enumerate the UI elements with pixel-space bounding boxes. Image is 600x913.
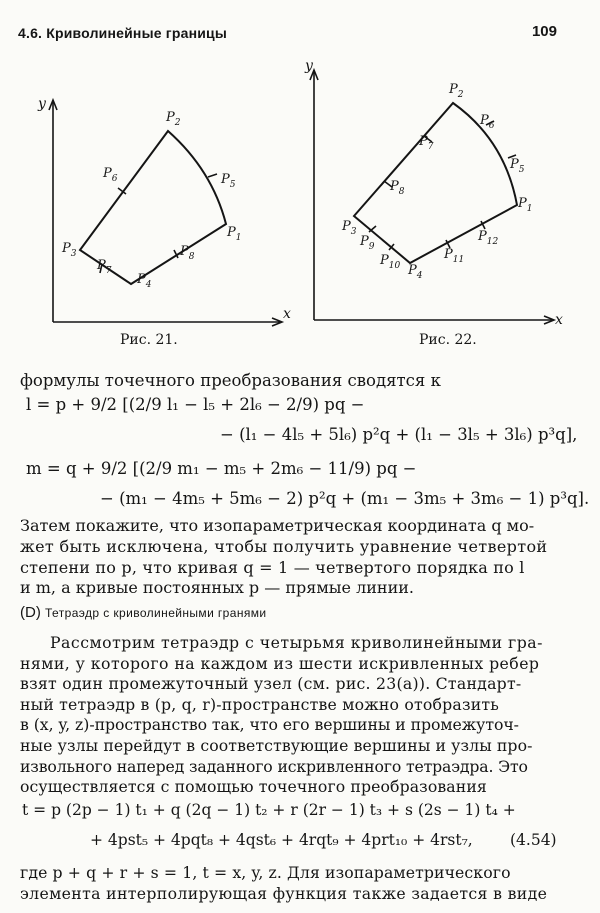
- paragraph-2-line-1: Рассмотрим тетраэдр с четырьмя криволинейными гра-: [50, 633, 543, 652]
- heading-d-label: (D): [20, 604, 41, 621]
- fig21-label-p3: $P_3$: [62, 241, 77, 259]
- fig21-label-p5: $P_5$: [221, 172, 236, 190]
- fig21-label-p1: $P_1$: [227, 225, 242, 243]
- heading-d: [20, 604, 267, 621]
- fig21-axis-x-label: x: [283, 306, 291, 322]
- page-number: 109: [531, 23, 557, 40]
- paragraph-2-line-2: нями, у которого на каждом из шести искривленных ребер: [20, 653, 540, 673]
- paragraph-2-line-4: ный тетраэдр в (p, q, r)-пространстве можно отобразить: [20, 694, 500, 714]
- fig22-label-p9: $P_9$: [360, 234, 375, 252]
- fig21-label-p2: $P_2$: [166, 110, 181, 128]
- fig21-tick-p5: [208, 174, 217, 177]
- fig22-label-p4: $P_4$: [408, 263, 423, 281]
- fig21-label-p7: $P_7$: [97, 258, 112, 276]
- fig22-label-p8: $P_8$: [390, 179, 405, 197]
- fig22-label-p10: $P_{10}$: [380, 253, 401, 271]
- formula-t-number: (4.54): [510, 831, 557, 849]
- paragraph-3-line-2: элемента интерполирующая функция также задается в виде: [20, 884, 548, 903]
- fig22-label-p1: $P_1$: [518, 196, 533, 214]
- figure-22-caption: Рис. 22.: [419, 332, 477, 348]
- figure-21-caption: Рис. 21.: [120, 332, 178, 348]
- fig22-label-p12: $P_{12}$: [478, 229, 499, 247]
- formula-t-line1: t = p (2p − 1) t₁ + q (2q − 1) t₂ + r (2r − 1) t₃ + s (2s − 1) t₄ +: [22, 801, 516, 819]
- fig22-label-p2: $P_2$: [449, 82, 464, 100]
- fig21-axis-y-label: y: [38, 96, 46, 112]
- formula-l-line2: − (l₁ − 4l₅ + 5l₆) p²q + (l₁ − 3l₅ + 3l₆) p³q],: [220, 425, 578, 444]
- fig21-label-p8: $P_8$: [180, 244, 195, 262]
- paragraph-3: [20, 862, 548, 904]
- formula-m-line1: m = q + 9/2 [(2/9 m₁ − m₅ + 2m₆ − 11/9) pq −: [26, 459, 417, 478]
- intro-line: формулы точечного преобразования сводятся к: [20, 371, 441, 390]
- paragraph-2-line-6: ные узлы перейдут в соответствующие вершины и узлы про-: [20, 735, 533, 755]
- paragraph-2-line-8: осуществляется с помощью точечного преобразования: [20, 777, 487, 797]
- fig21-label-p4: $P_4$: [137, 272, 152, 290]
- fig22-axis-x-label: x: [555, 312, 563, 328]
- section-title: 4.6. Криволинейные границы: [18, 25, 227, 41]
- fig21-label-p6: $P_6$: [103, 166, 118, 184]
- paragraph-3-line-1: где p + q + r + s = 1, t = x, y, z. Для изопараметрического: [20, 863, 511, 882]
- fig22-label-p3: $P_3$: [342, 219, 357, 237]
- fig22-axis-y-label: y: [305, 58, 313, 74]
- paragraph-1-line-1: Затем покажите, что изопараметрическая координата q мо-: [20, 516, 535, 535]
- fig22-label-p7: $P_7$: [419, 134, 434, 152]
- formula-m-line2: − (m₁ − 4m₅ + 5m₆ − 2) p²q + (m₁ − 3m₅ + 3m₆ − 1) p³q].: [100, 489, 590, 508]
- paragraph-2-line-3: взят один промежуточный узел (см. рис. 23(a)). Стандарт-: [20, 674, 522, 694]
- paragraph-1-line-3: степени по p, что кривая q = 1 — четвертого порядка по l: [20, 557, 525, 577]
- heading-d-title: Тетраэдр с криволинейными гранями: [45, 606, 267, 620]
- formula-l-line1: l = p + 9/2 [(2/9 l₁ − l₅ + 2l₆ − 2/9) pq −: [26, 395, 365, 414]
- fig22-label-p11: $P_{11}$: [444, 247, 465, 265]
- fig22-label-p6: $P_6$: [480, 113, 495, 131]
- figure-21: [0, 80, 300, 350]
- paragraph-2-line-7: извольного наперед заданного искривленного тетраэдра. Это: [20, 756, 528, 776]
- fig22-label-p5: $P_5$: [510, 157, 525, 175]
- paragraph-2: [20, 633, 543, 798]
- paragraph-1-line-2: жет быть исключена, чтобы получить уравнение четвертой: [20, 536, 548, 556]
- paragraph-1-line-4: и m, а кривые постоянных p — прямые линии.: [20, 578, 414, 598]
- figure-22: [300, 55, 600, 345]
- formula-t-line2: + 4pst₅ + 4pqt₈ + 4qst₆ + 4rqt₉ + 4prt₁₀ + 4rst₇,: [90, 831, 473, 849]
- paragraph-2-line-5: в (x, y, z)-пространство так, что его вершины и промежуточ-: [20, 715, 519, 735]
- paragraph-1: [20, 516, 548, 599]
